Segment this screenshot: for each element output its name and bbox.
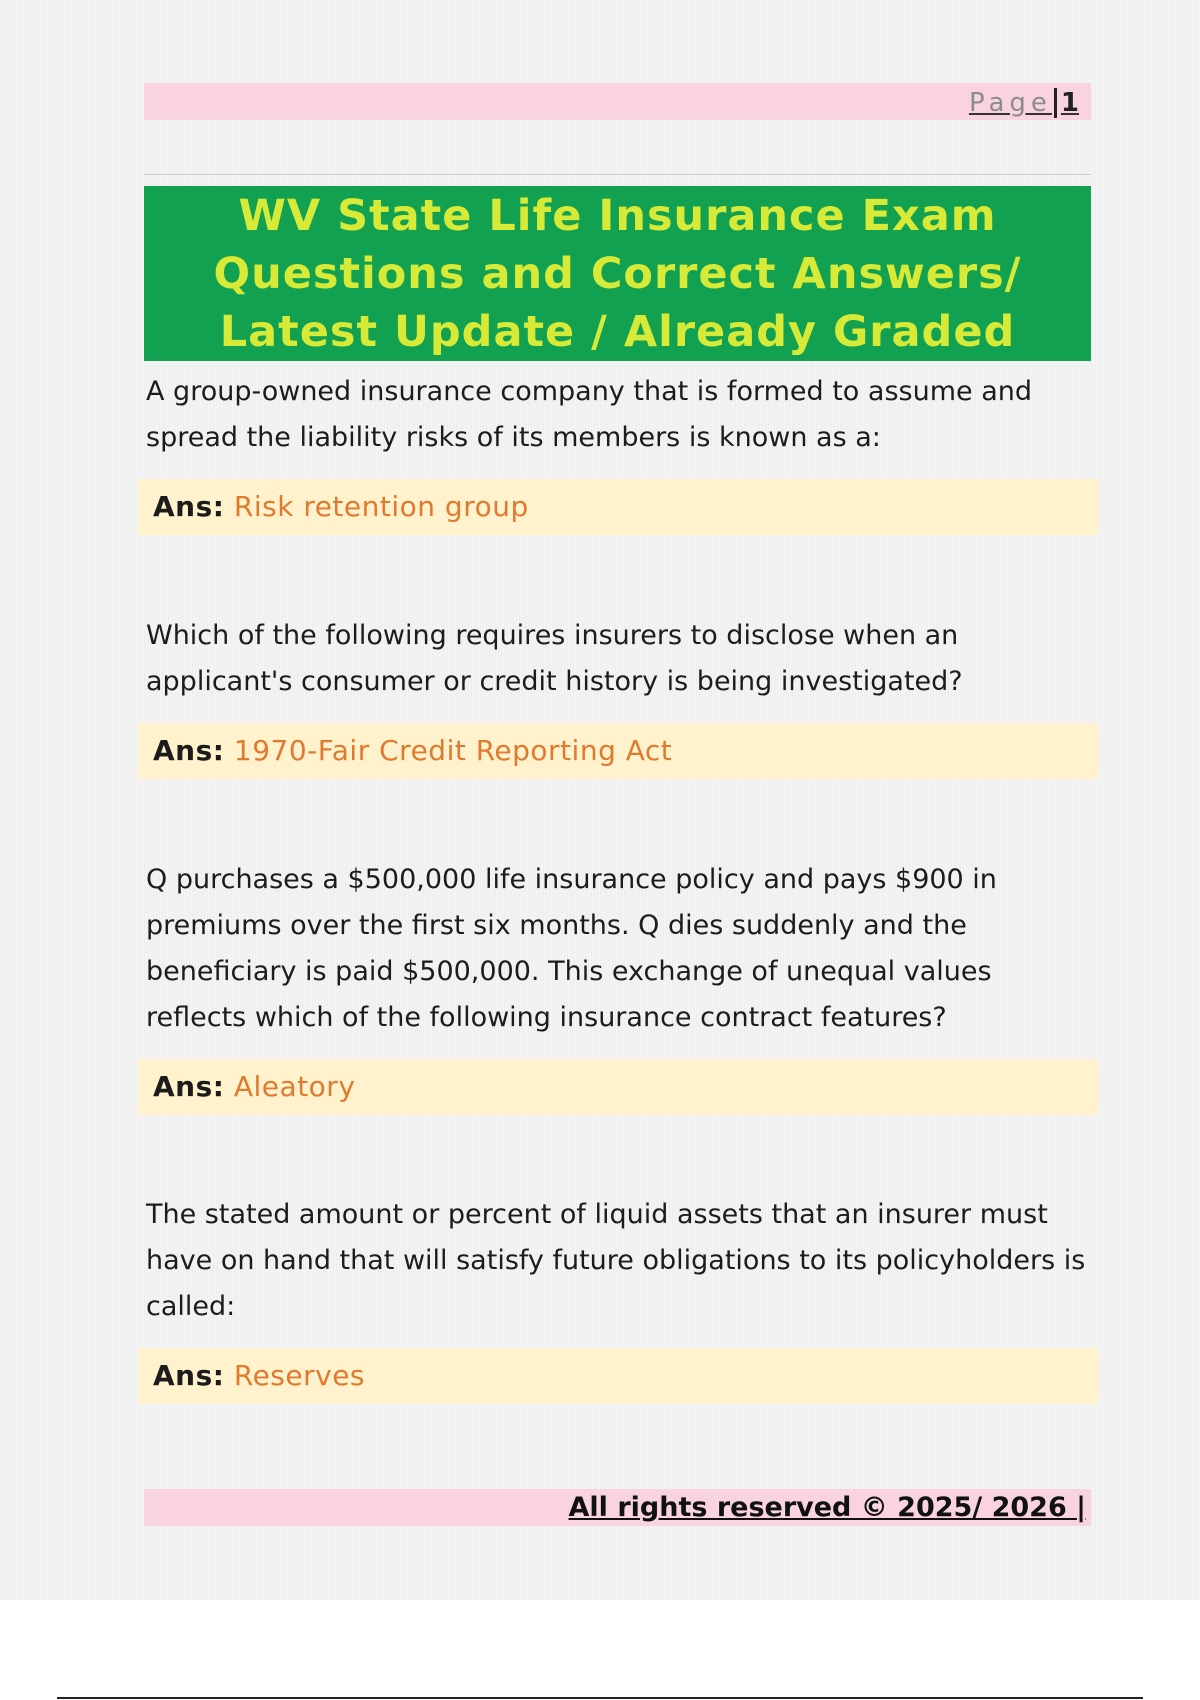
answer-label: Ans: [153,1070,225,1103]
answer-value: Risk retention group [233,490,529,523]
page-number: 1 [1054,88,1079,118]
page-bottom-divider [57,1697,1143,1699]
copyright-notice: All rights reserved © 2025/ 2026 | [568,1492,1086,1523]
answer-box [138,479,1098,535]
page-header [144,83,1091,120]
answer-box [138,723,1098,779]
qa-item-4 [138,1192,1098,1404]
answer-value: 1970-Fair Credit Reporting Act [233,734,673,767]
answer-value: Reserves [233,1359,366,1392]
title-banner [144,186,1091,361]
qa-item-1 [138,369,1098,535]
answer-box [138,1348,1098,1404]
answer-box [138,1059,1098,1115]
question-text: The stated amount or percent of liquid assets that an insurer must have on hand that will satisfy future obligations to its policyholders is called: [146,1199,1086,1322]
answer-label: Ans: [153,734,225,767]
document-title: WV State Life Insurance Exam Questions and Correct Answers/ Latest Update / Already Graded [213,190,1022,357]
answer-label: Ans: [153,1359,225,1392]
qa-item-2 [138,613,1098,779]
page-number-label [969,83,1079,120]
answer-label: Ans: [153,490,225,523]
page-label-text: Page [968,88,1052,118]
question-text: Q purchases a $500,000 life insurance policy and pays $900 in premiums over the first six months. Q dies suddenly and the beneficiary is paid $500,000. This exchange of unequal values reflects which of the following insurance contract features? [146,864,997,1033]
page-footer [144,1489,1091,1526]
question-text: Which of the following requires insurers to disclose when an applicant's consumer or credit history is being investigated? [146,620,963,697]
question-text: A group-owned insurance company that is formed to assume and spread the liability risks of its members is known as a: [146,376,1032,453]
answer-value: Aleatory [233,1070,356,1103]
header-divider [144,174,1091,175]
qa-item-3 [138,857,1098,1115]
